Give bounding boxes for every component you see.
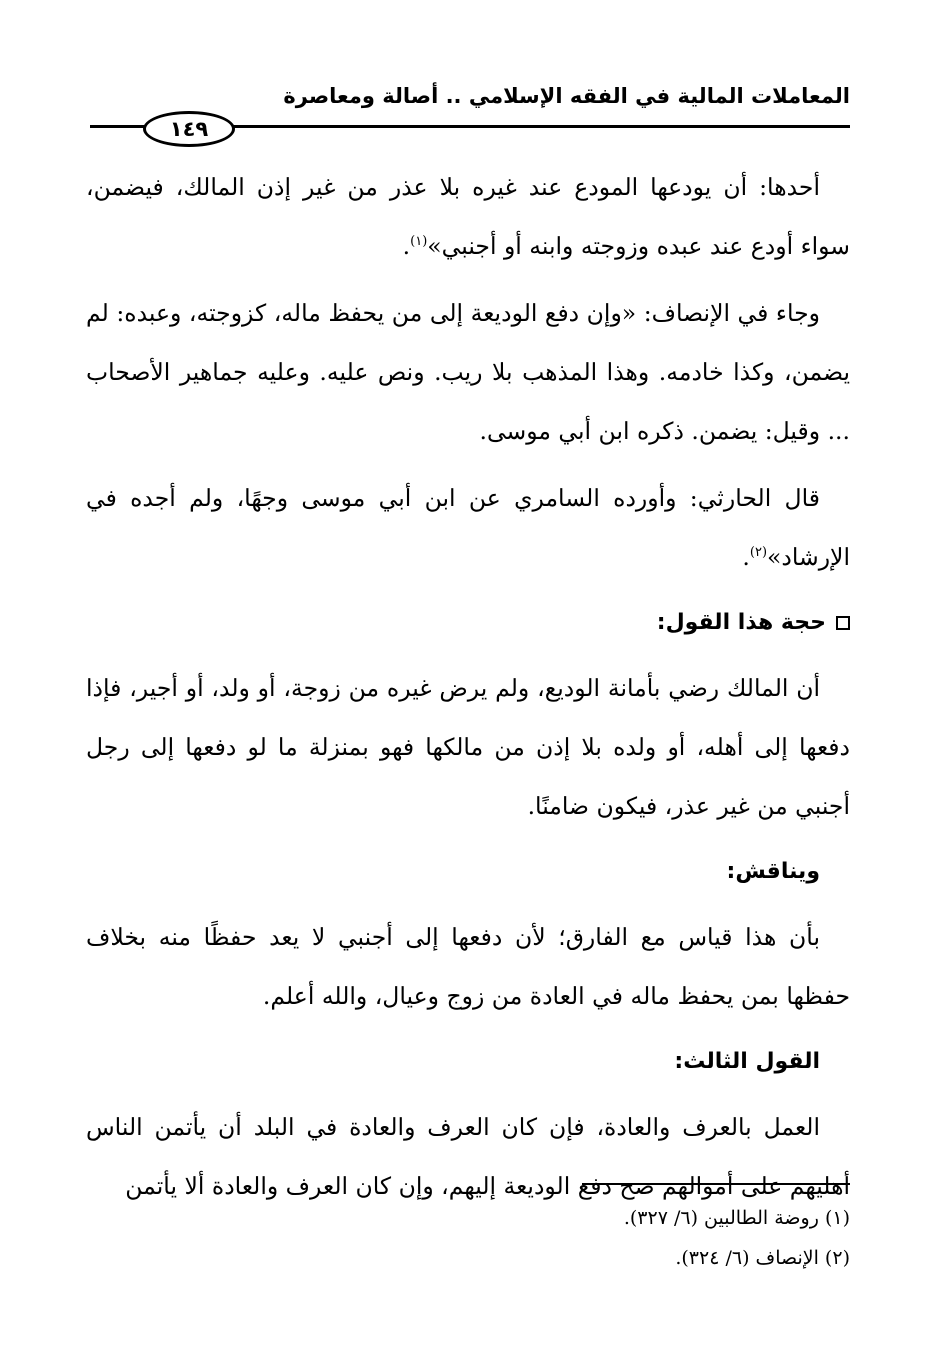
square-bullet-icon xyxy=(836,616,850,630)
paragraph-5: بأن هذا قياس مع الفارق؛ لأن دفعها إلى أجنبي لا يعد حفظًا منه بخلاف حفظها بمن يحفظ ماله في العادة من زوج وعيال، والله أعلم. xyxy=(86,923,850,1010)
section-heading-evidence xyxy=(86,595,850,651)
paragraph-1-text: أحدها: أن يودعها المودع عند غيره بلا عذر من غير إذن المالك، فيضمن، سواء أودع عند عبده وزوجته وابنه أو أجنبي» xyxy=(86,173,850,260)
section-heading-evidence-text: حجة هذا القول: xyxy=(656,610,826,635)
section-heading-third-opinion-text: القول الثالث: xyxy=(674,1049,820,1074)
paragraph-3 xyxy=(86,469,850,587)
main-text xyxy=(86,158,850,1224)
footnote-rule xyxy=(582,1183,850,1185)
footnote-2: (٢) الإنصاف (٦/ ٣٢٤). xyxy=(675,1247,850,1269)
paragraph-1-end: . xyxy=(402,232,411,260)
paragraph-6: العمل بالعرف والعادة، فإن كان العرف والعادة في البلد أن يأتمن الناس أهليهم على أموالهم صح دفع الوديعة إليهم، وإن كان العرف والعادة ألا يأتمن xyxy=(86,1113,850,1200)
page-number xyxy=(143,111,235,147)
page-number-text: ١٤٩ xyxy=(169,116,209,141)
paragraph-4: أن المالك رضي بأمانة الوديع، ولم يرض غيره من زوجة، أو ولد، أو أجير، فإذا دفعها إلى أهله، أو ولده بلا إذن من مالكها فهو بمنزلة ما لو دفعها إلى رجل أجنبي من غير عذر، فيكون ضامنًا. xyxy=(86,674,850,820)
footnotes xyxy=(624,1198,850,1278)
footnote-ref-1[interactable]: (١) xyxy=(410,234,428,250)
paragraph-1 xyxy=(86,158,850,276)
paragraph-3-text: قال الحارثي: وأورده السامري عن ابن أبي موسى وجهًا، ولم أجده في الإرشاد» xyxy=(86,484,850,571)
running-title: المعاملات المالية في الفقه الإسلامي .. أصالة ومعاصرة xyxy=(283,84,850,108)
footnote-1: (١) روضة الطالبين (٦/ ٣٢٧). xyxy=(623,1207,850,1229)
footnote-ref-2[interactable]: (٢) xyxy=(749,545,768,561)
section-heading-discussion xyxy=(86,844,850,900)
paragraph-3-end: . xyxy=(742,543,750,571)
paragraph-2: وجاء في الإنصاف: «وإن دفع الوديعة إلى من يحفظ ماله، كزوجته، وعبده: لم يضمن، وكذا خادمه. وهذا المذهب بلا ريب. ونص عليه. وعليه جماهير الأصحاب ... وقيل: يضمن. ذكره ابن أبي موسى. xyxy=(86,299,850,445)
section-heading-third-opinion xyxy=(86,1034,850,1090)
section-heading-discussion-text: ويناقش: xyxy=(726,859,820,884)
